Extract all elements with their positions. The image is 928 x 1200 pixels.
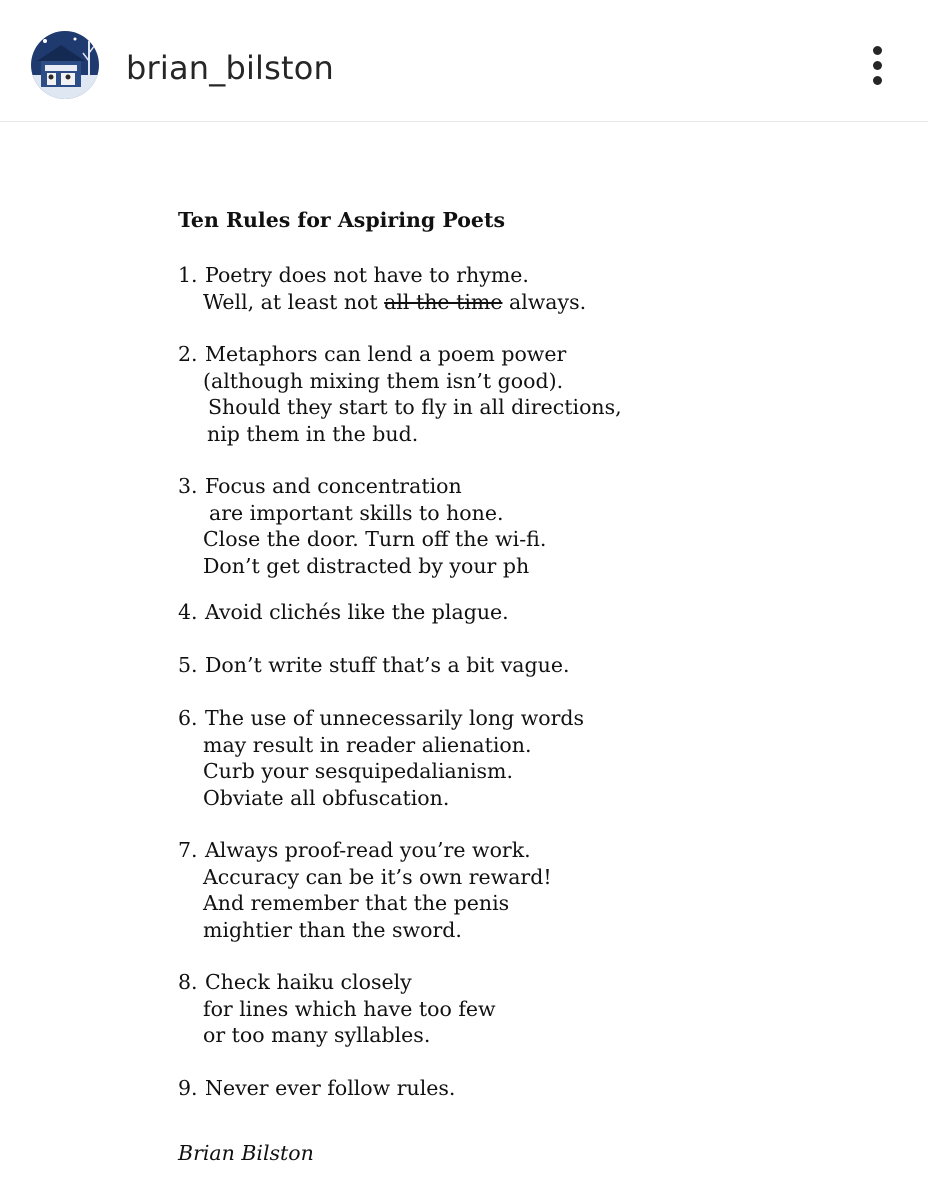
rule-line: Obviate all obfuscation.	[203, 785, 450, 810]
rule-line	[178, 289, 586, 316]
rule-text: Always proof-read you’re work.	[205, 838, 531, 862]
rule-line	[178, 705, 584, 732]
rule-6	[178, 705, 584, 811]
rule-number: 7.	[178, 838, 198, 862]
rule-number: 6.	[178, 706, 198, 730]
rule-1	[178, 262, 586, 315]
rule-line	[178, 1075, 455, 1102]
rule-text: Focus and concentration	[205, 474, 462, 498]
rule-2	[178, 341, 622, 447]
rule-line: are important skills to hone.	[209, 500, 504, 525]
rule-line	[178, 652, 570, 679]
rule-line: or too many syllables.	[203, 1023, 431, 1047]
rule-text: Don’t write stuff that’s a bit vague.	[205, 653, 570, 677]
rule-number: 3.	[178, 474, 198, 498]
rule-line: Curb your sesquipedalianism.	[203, 759, 513, 783]
rule-number: 5.	[178, 653, 198, 677]
post-username[interactable]: brian_bilston	[126, 49, 335, 87]
rule-line	[178, 473, 546, 500]
rule-number: 4.	[178, 600, 198, 624]
poem-author: Brian Bilston	[178, 1141, 314, 1165]
rule-line: And remember that the penis	[203, 891, 510, 915]
profile-avatar[interactable]	[31, 31, 99, 99]
rule-line: Don’t get distracted by your ph	[203, 553, 530, 578]
poem-image	[178, 207, 622, 1165]
cabin-illustration-avatar-icon	[31, 31, 99, 99]
rule-line	[178, 599, 509, 626]
rule-line: Should they start to fly in all directions,	[208, 395, 622, 419]
ellipsis-dot	[873, 76, 882, 85]
rule-text: Metaphors can lend a poem power	[205, 342, 567, 366]
rule-3	[178, 473, 546, 579]
rule-line	[178, 341, 622, 368]
rule-line	[178, 262, 586, 289]
poem-title: Ten Rules for Aspiring Poets	[178, 208, 505, 232]
ellipsis-dot	[873, 61, 882, 70]
rule-number: 2.	[178, 342, 198, 366]
rule-8	[178, 969, 496, 1049]
rule-text: always.	[502, 289, 587, 314]
rule-number: 1.	[178, 263, 198, 287]
rule-7	[178, 837, 552, 943]
rule-5	[178, 652, 570, 679]
rule-line: nip them in the bud.	[207, 421, 419, 446]
rule-text: Never ever follow rules.	[205, 1076, 456, 1100]
rule-line	[178, 837, 552, 864]
rule-line: (although mixing them isn’t good).	[203, 368, 564, 393]
struck-text: all the time	[384, 289, 503, 314]
more-options-button[interactable]	[860, 40, 896, 90]
vertical-ellipsis-icon	[873, 46, 882, 55]
rule-text: Avoid clichés like the plague.	[205, 600, 509, 624]
rule-line: may result in reader alienation.	[203, 732, 532, 757]
rule-line: for lines which have too few	[203, 996, 496, 1021]
rule-text: Well, at least not	[203, 289, 385, 314]
rule-line: Accuracy can be it’s own reward!	[203, 864, 552, 889]
rule-line: Close the door. Turn off the wi-fi.	[203, 527, 547, 551]
rule-line: mightier than the sword.	[203, 917, 462, 942]
rule-text: Check haiku closely	[205, 970, 412, 994]
rule-number: 8.	[178, 970, 198, 994]
rule-4	[178, 599, 509, 626]
rule-line	[178, 969, 496, 996]
rule-number: 9.	[178, 1076, 198, 1100]
rule-text: The use of unnecessarily long words	[205, 706, 585, 730]
post-header	[0, 0, 928, 122]
rule-text: Poetry does not have to rhyme.	[205, 263, 529, 287]
rule-9	[178, 1075, 455, 1102]
